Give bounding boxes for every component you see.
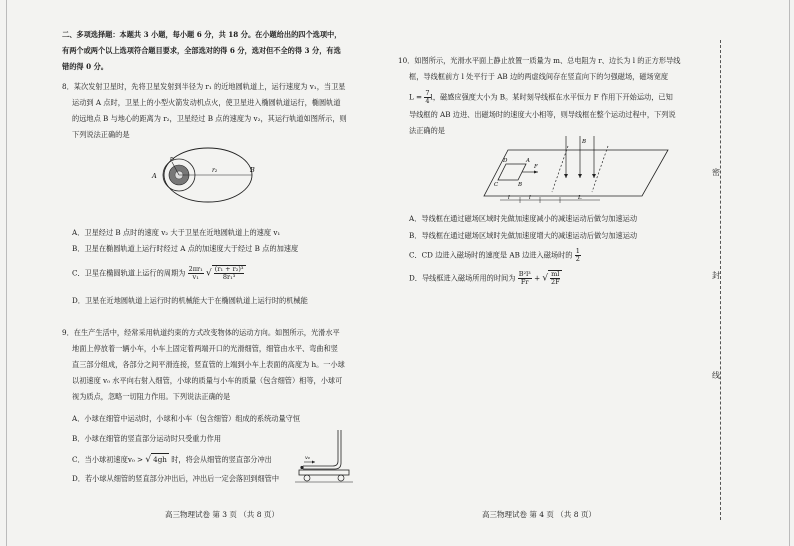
- tube-inner: [303, 430, 341, 469]
- radical-sign: √: [145, 455, 152, 465]
- radical-sign: √: [542, 273, 549, 284]
- q10-line1: 10．如图所示，光滑水平面上静止放置一质量为 m、总电阻为 r、边长为 l 的正方形导线: [398, 56, 681, 65]
- q9-option-a: A．小球在细管中运动时，小球和小车（包含细管）组成的系统动量守恒: [72, 414, 301, 423]
- q9-line5: 视为质点，忽略一切阻力作用。下列说法正确的是: [72, 392, 231, 401]
- page-3-footer: 高三物理试卷 第 3 页 （共 8 页）: [165, 510, 279, 519]
- q10-c-fraction: [575, 248, 581, 263]
- ball: [300, 466, 303, 469]
- q10-line5: 法正确的是: [409, 126, 445, 135]
- force-arrowhead: [534, 171, 538, 174]
- q10-option-d-text: D．导线框进入磁场所用的时间为: [409, 273, 516, 283]
- label-r1: r₁: [170, 156, 175, 162]
- q10-option-b: B．导线框在通过磁场区域时先做加速度增大的减速运动后做匀加速运动: [409, 231, 638, 240]
- q10-option-c-text: C．CD 边进入磁场时的速度是 AB 边进入磁场时的: [409, 250, 573, 260]
- seal-mark-3: 线: [712, 368, 720, 383]
- q8-c-numerator: 2πr₁: [188, 265, 203, 273]
- label-f: F: [534, 164, 538, 170]
- q10-d-rad-numerator: ml: [551, 270, 560, 278]
- q10-l-denominator: 4: [425, 97, 430, 105]
- q10-d-rad-denominator: 2F: [550, 278, 560, 286]
- square-wire-frame: [498, 164, 526, 180]
- q9-line2: 地面上停放着一辆小车，小车上固定着两端开口的光滑细管，细管由水平、弯曲和竖: [72, 344, 338, 353]
- label-point-b: B: [250, 166, 255, 174]
- q10-c-denominator: 2: [575, 255, 580, 263]
- page-4-footer: 高三物理试卷 第 4 页 （共 8 页）: [482, 510, 596, 519]
- q8-line3: 的远地点 B 与地心的距离为 r₂，卫星经过 B 点的速度为 v₂，其运行轨道如图所示，则: [72, 114, 347, 123]
- q8-line2: 运动到 A 点时，卫星上的小型火箭发动机点火，使卫星进入椭圆轨道运行，椭圆轨道: [72, 98, 341, 107]
- q10-line3-tail: l，磁感应强度大小为 B。某时刻导线框在水平恒力 F 作用下开始运动，已知: [430, 92, 673, 102]
- cart-wheel-left: [304, 475, 310, 481]
- q10-magnetic-field-figure: [482, 134, 672, 206]
- q10-option-a: A．导线框在通过磁场区域时先做加速度减小的减速运动后做匀加速运动: [409, 214, 638, 223]
- q10-l-numerator: 7: [425, 89, 430, 97]
- q8-c-rad-numerator: (r₁ + r₂)³: [214, 265, 244, 273]
- field-arrowhead-1: [564, 174, 568, 178]
- seal-dashed-line: [720, 40, 721, 520]
- q8-option-b: B．卫星在椭圆轨道上运行时经过 A 点的加速度大于经过 B 点的加速度: [72, 244, 299, 253]
- q9-option-c-text: C．当小球初速度: [72, 455, 128, 464]
- q9-line3: 直三部分组成，各部分之间平滑连接，竖直管的上端到小车上表面的高度为 h。一小球: [72, 360, 345, 369]
- q10-d-denominator: Fr: [520, 278, 529, 286]
- label-c: C: [494, 182, 499, 188]
- field-boundary-left: [552, 146, 568, 192]
- q9-cart-figure: [295, 426, 355, 488]
- q9-option-b: B．小球在细管的竖直部分运动时只受重力作用: [72, 434, 222, 443]
- label-b-point: B: [518, 182, 523, 188]
- section-heading-3: 错的得 0 分。: [62, 62, 108, 71]
- q8-option-d: D．卫星在近地圆轨道上运行时的机械能大于在椭圆轨道上运行时的机械能: [72, 296, 308, 305]
- horizontal-plane: [484, 150, 668, 196]
- q8-c-fraction: [188, 266, 204, 281]
- q8-orbit-figure: [150, 140, 255, 210]
- q10-line2: 框，导线框前方 l 处平行于 AB 边的两虚线间存在竖直向下的匀强磁场，磁场宽度: [409, 72, 669, 81]
- q8-line4: 下列说法正确的是: [72, 130, 130, 139]
- q9-c-v0: v₀ >: [127, 455, 144, 464]
- q10-d-radicand: [548, 270, 562, 286]
- q8-line1: 8．某次发射卫星时，先将卫星发射到半径为 r₁ 的近地圆轨道上，运行速度为 v₁，当卫星: [62, 82, 346, 91]
- q8-option-c: [72, 265, 246, 281]
- label-l-2: l: [529, 195, 531, 201]
- q10-c-numerator: 1: [575, 247, 580, 255]
- q8-option-a: A．卫星经过 B 点时的速度 v₂ 大于卫星在近地圆轨道上的速度 v₁: [72, 228, 281, 237]
- q9-line1: 9．在生产生活中，经常采用轨道约束的方式改变物体的运动方向。如图所示，光滑水平: [62, 328, 340, 337]
- cart-body: [299, 470, 349, 475]
- field-arrowhead-2: [578, 174, 582, 178]
- radical-sign: √: [206, 268, 212, 279]
- label-b-field: B: [582, 139, 587, 145]
- q8-c-rad-denominator: 8r₁³: [222, 273, 236, 281]
- q8-option-c-text: C．卫星在椭圆轨道上运行的周期为: [72, 268, 186, 278]
- q9-option-c-tail: 时，将会从细管的竖直部分冲出: [168, 455, 272, 464]
- page-4: [397, 0, 794, 546]
- q10-d-fraction: [518, 271, 532, 286]
- label-big-l: L: [578, 195, 582, 201]
- label-a: A: [526, 158, 530, 164]
- field-boundary-right: [592, 146, 608, 192]
- q8-c-radicand: [212, 265, 247, 281]
- q9-option-c: [72, 453, 272, 467]
- seal-mark-1: 密: [712, 165, 720, 180]
- cart-wheel-right: [338, 475, 344, 481]
- q9-c-radicand: 4gh: [151, 453, 169, 467]
- label-v0: v₀: [305, 455, 310, 461]
- q9-option-d: D．若小球从细管的竖直部分冲出后，冲出后一定会落回到细管中: [72, 474, 280, 483]
- q10-option-d: [409, 270, 562, 286]
- label-point-a: A: [152, 172, 157, 180]
- q10-option-c: [409, 248, 581, 263]
- section-heading-2: 有两个或两个以上选项符合题目要求，全部选对的得 6 分，选对但不全的得 3 分，有选: [62, 46, 341, 55]
- q10-line4: 导线框的 AB 边进、出磁场时的速度大小相等，则导线框在整个运动过程中，下列说: [409, 110, 676, 119]
- seal-mark-2: 封: [712, 268, 720, 283]
- q10-line3: [409, 90, 673, 105]
- q8-c-denominator: v₁: [192, 273, 199, 281]
- label-r2: r₂: [212, 167, 218, 174]
- label-d: D: [503, 158, 508, 164]
- velocity-arrowhead: [312, 461, 315, 464]
- field-arrowhead-3: [592, 174, 596, 178]
- q10-l-equals: L =: [409, 92, 423, 102]
- q9-line4: 以初速度 v₀ 水平向右射入细管，小球的质量与小车的质量（包含细管）相等，小球可: [72, 376, 343, 385]
- q10-d-numerator: B²l³: [518, 270, 531, 278]
- label-l-1: l: [508, 195, 510, 201]
- q10-d-sign: +: [534, 273, 541, 283]
- section-heading: 二、多项选择题：本题共 3 小题，每小题 6 分，共 18 分。在小题给出的四个选项中，: [62, 30, 342, 39]
